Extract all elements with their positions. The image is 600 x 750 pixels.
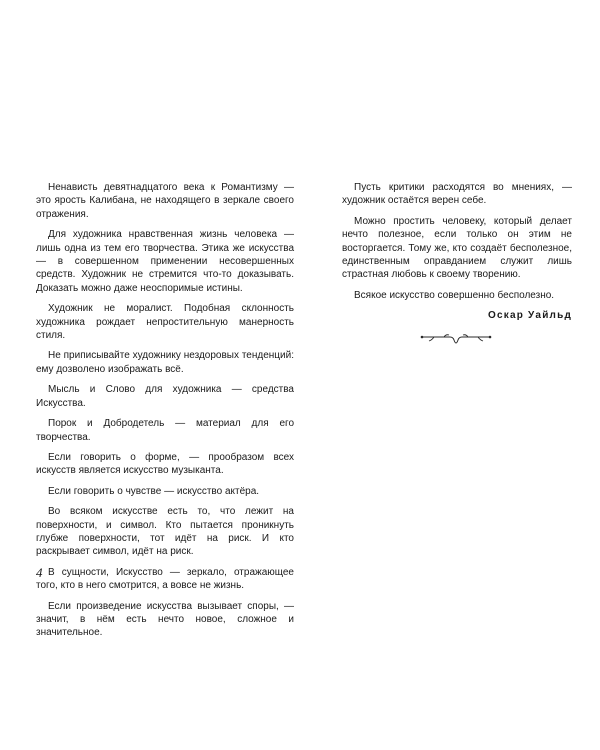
right-column — [342, 181, 572, 346]
paragraph: Если говорить о чувстве — искусство актёра. — [48, 485, 260, 497]
paragraph: В сущности, Искусство — зеркало, отражающее того, кто в него смотрится, а вовсе не жизнь. — [36, 566, 294, 592]
paragraph: Художник не моралист. Подобная склонность художника рождает непростительную манерность стиля. — [36, 303, 294, 342]
paragraph: Если говорить о форме, — прообразом всех искусств является искусство музыканта. — [36, 451, 294, 477]
paragraph: Всякое искусство совершенно бесполезно. — [354, 289, 555, 301]
paragraph: Не приписывайте художнику нездоровых тенденций: ему дозволено изображать всё. — [36, 350, 294, 375]
paragraph: Можно простить человеку, который делает нечто полезное, если только он этим не восторгается. Тому же, кто создаёт бесполезное, единственным оправданием служит лишь страстная любовь к своему творению. — [342, 215, 572, 281]
paragraph: Мысль и Слово для художника — средства Искусства. — [36, 384, 294, 409]
paragraph: Ненависть девятнадцатого века к Романтизму — это ярость Калибана, не находящего в зеркале своего отражения. — [36, 182, 294, 220]
page-number: 4 — [36, 565, 43, 580]
left-column — [36, 181, 294, 647]
ornament-divider-icon — [420, 332, 492, 346]
author-signature: Оскар Уайльд — [488, 310, 572, 322]
paragraph: Пусть критики расходятся во мнениях, — художник остаётся верен себе. — [342, 182, 572, 207]
paragraph: Если произведение искусства вызывает споры, — значит, в нём есть нечто новое, сложное и значительное. — [36, 600, 294, 639]
paragraph: Для художника нравственная жизнь человека — лишь одна из тем его творчества. Этика же искусства — в совершенном применении несовершенных средств. Художник не стремится что-то доказывать. Доказать можно даже неоспоримые истины. — [36, 229, 294, 294]
paragraph: Во всяком искусстве есть то, что лежит на поверхности, и символ. Кто пытается проникнуть глубже поверхности, тот идёт на риск. И кто раскрывает символ, идёт на риск. — [36, 506, 294, 558]
paragraph: Порок и Добродетель — материал для его творчества. — [36, 418, 294, 443]
